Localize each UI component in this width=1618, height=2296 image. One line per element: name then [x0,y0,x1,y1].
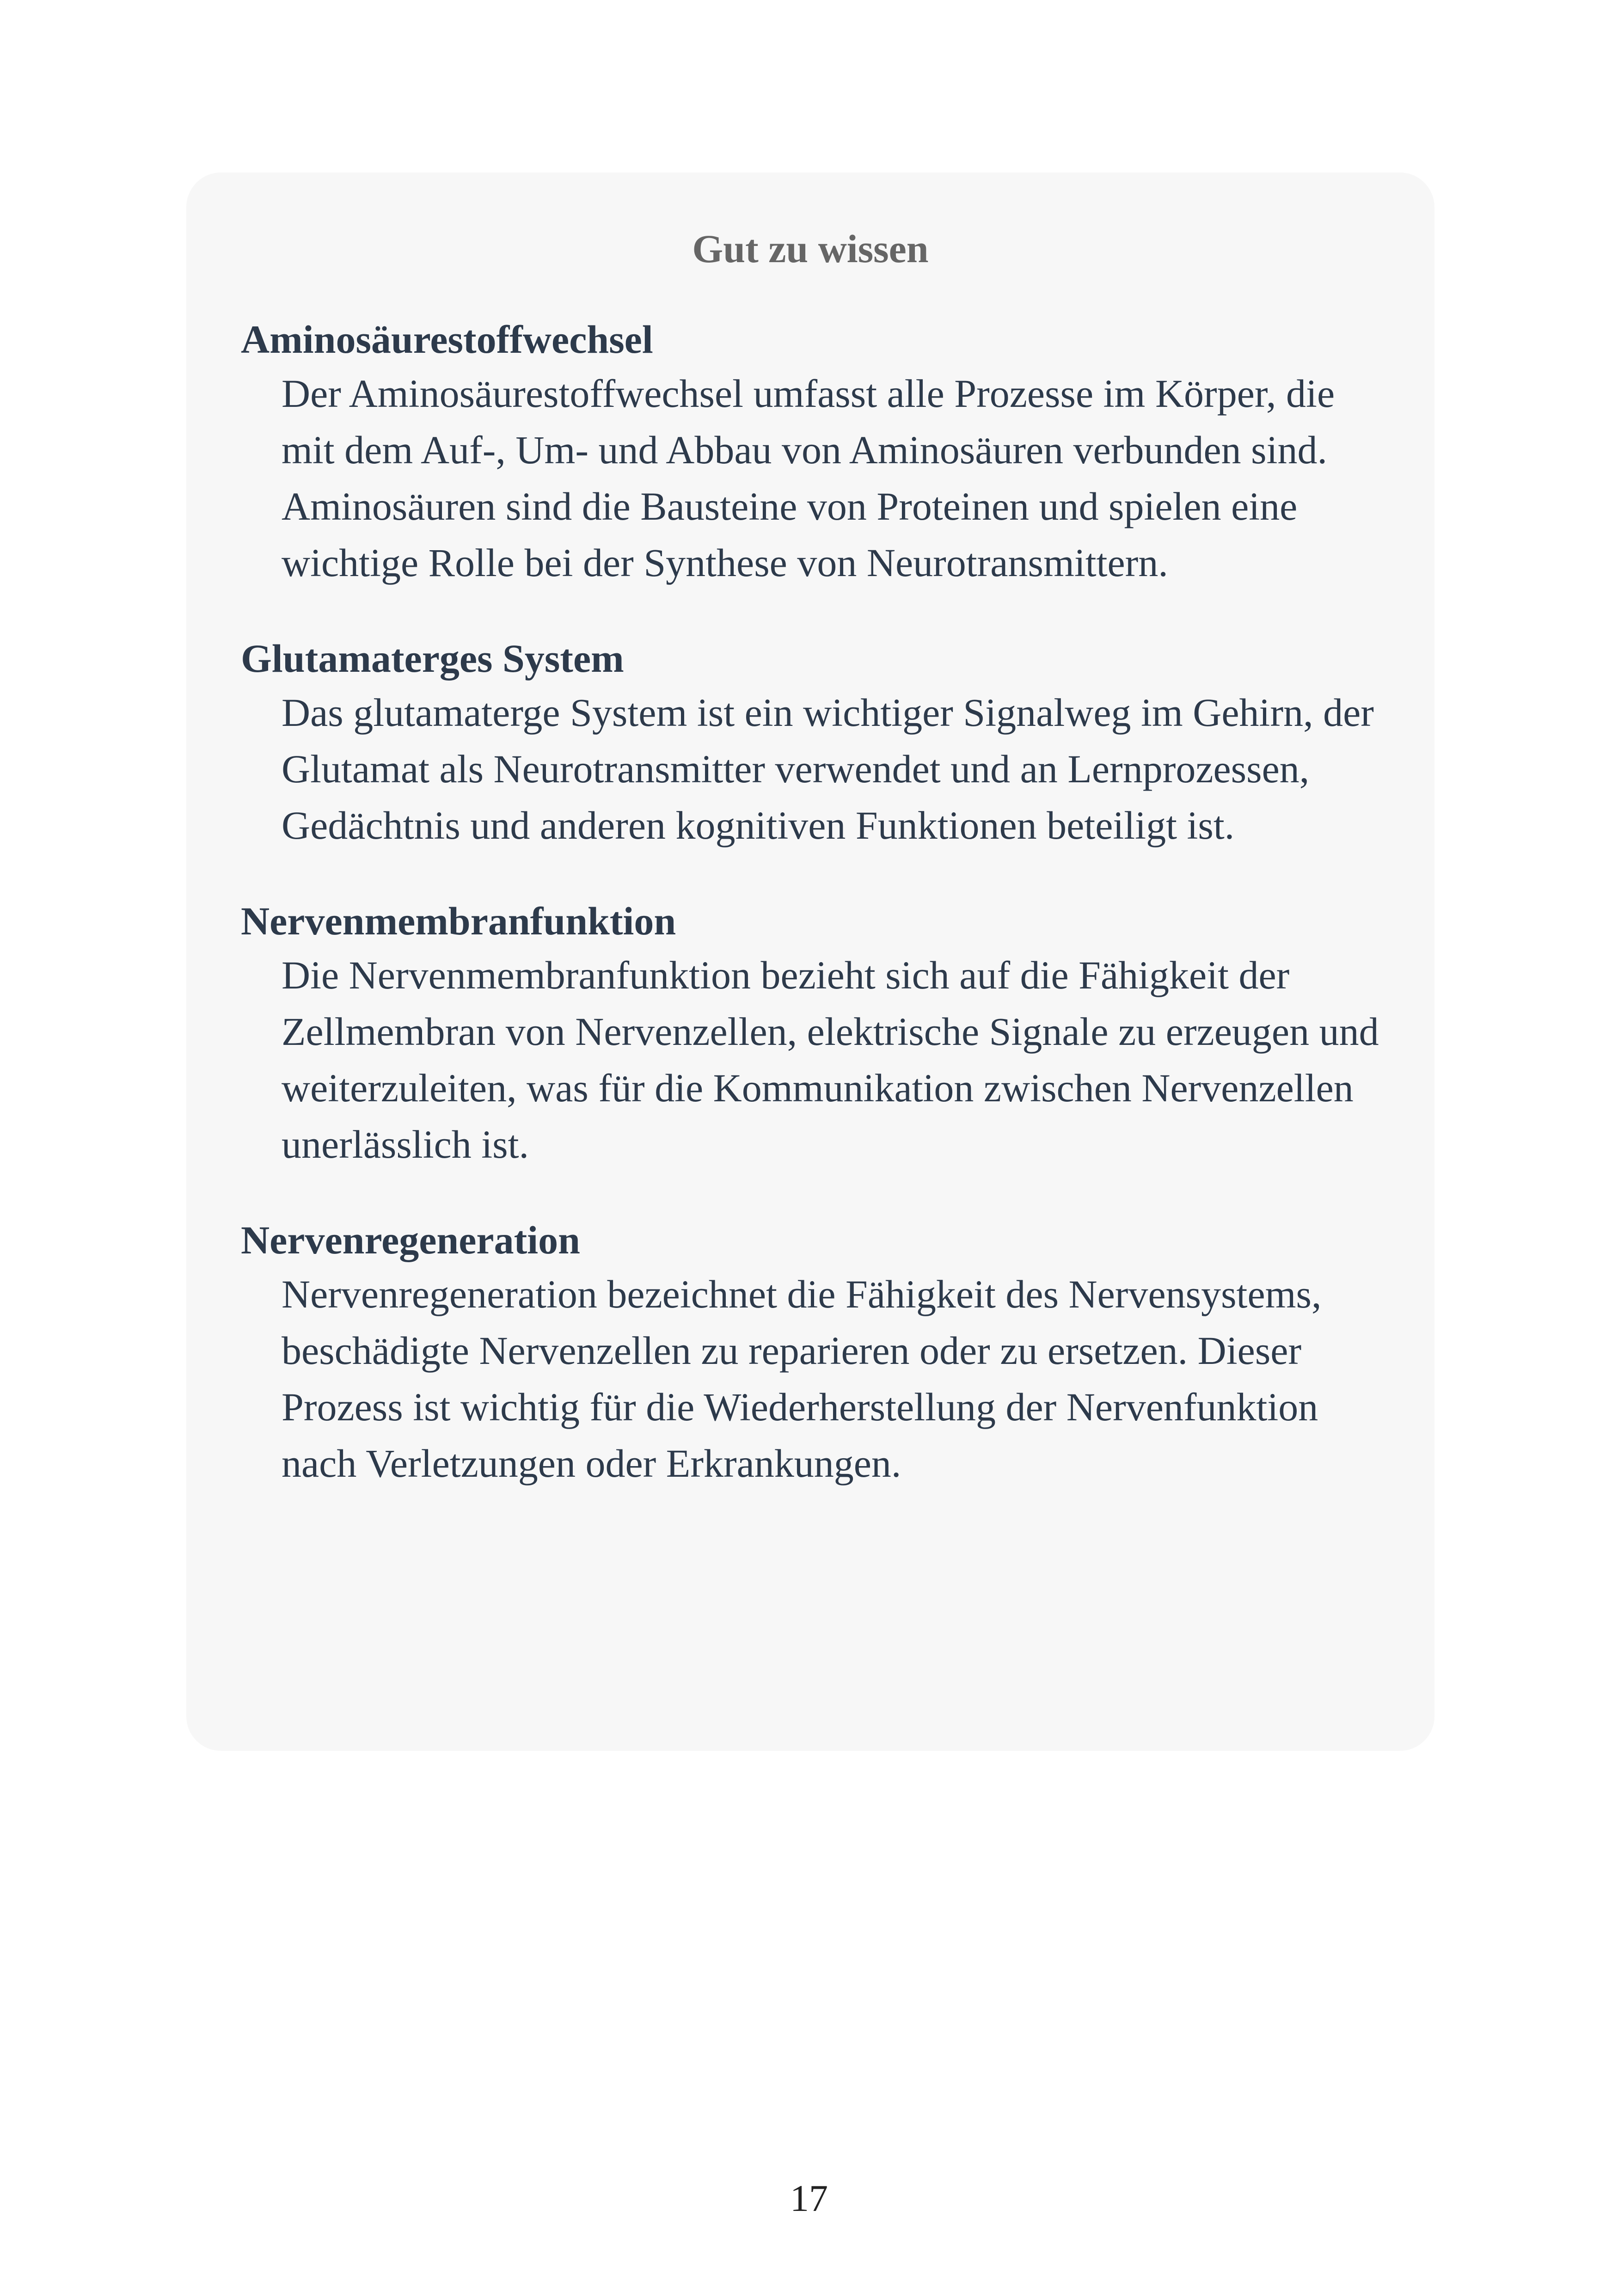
glossary-entry [241,895,1380,1173]
glossary-definition: Das glutamaterge System ist ein wichtiger Signalweg im Gehirn, der Glutamat als Neurotransmitter verwendet und an Lernprozessen, Gedächtnis und anderen kognitiven Funktionen beteiligt ist. [282,690,1374,847]
glossary-definition: Nervenregeneration bezeichnet die Fähigkeit des Nervensystems, beschädigte Nervenzellen zu reparieren oder zu ersetzen. Dieser Prozess ist wichtig für die Wiederherstellung der Nervenfunktion nach Verletzungen oder Erkrankungen. [282,1272,1322,1486]
glossary-entry [241,1214,1380,1492]
info-box-title: Gut zu wissen [692,227,929,271]
glossary-term: Glutamaterges System [241,636,624,681]
glossary-entry [241,632,1380,853]
glossary-definition: Die Nervenmembranfunktion bezieht sich auf die Fähigkeit der Zellmembran von Nervenzellen, elektrische Signale zu erzeugen und weiterzuleiten, was für die Kommunikation zwischen Nervenzellen unerlässlich ist. [282,953,1379,1166]
page-number: 17 [790,2177,828,2219]
glossary-term: Nervenregeneration [241,1218,580,1262]
glossary-term: Nervenmembranfunktion [241,899,676,943]
glossary-entry [241,313,1380,591]
info-box [186,172,1434,1751]
glossary-definition: Der Aminosäurestoffwechsel umfasst alle Prozesse im Körper, die mit dem Auf-, Um- und Abbau von Aminosäuren verbunden sind. Aminosäuren sind die Bausteine von Proteinen und spielen eine wichtige Rolle bei der Synthese von Neurotransmittern. [282,371,1335,585]
glossary-term: Aminosäurestoffwechsel [241,317,653,362]
